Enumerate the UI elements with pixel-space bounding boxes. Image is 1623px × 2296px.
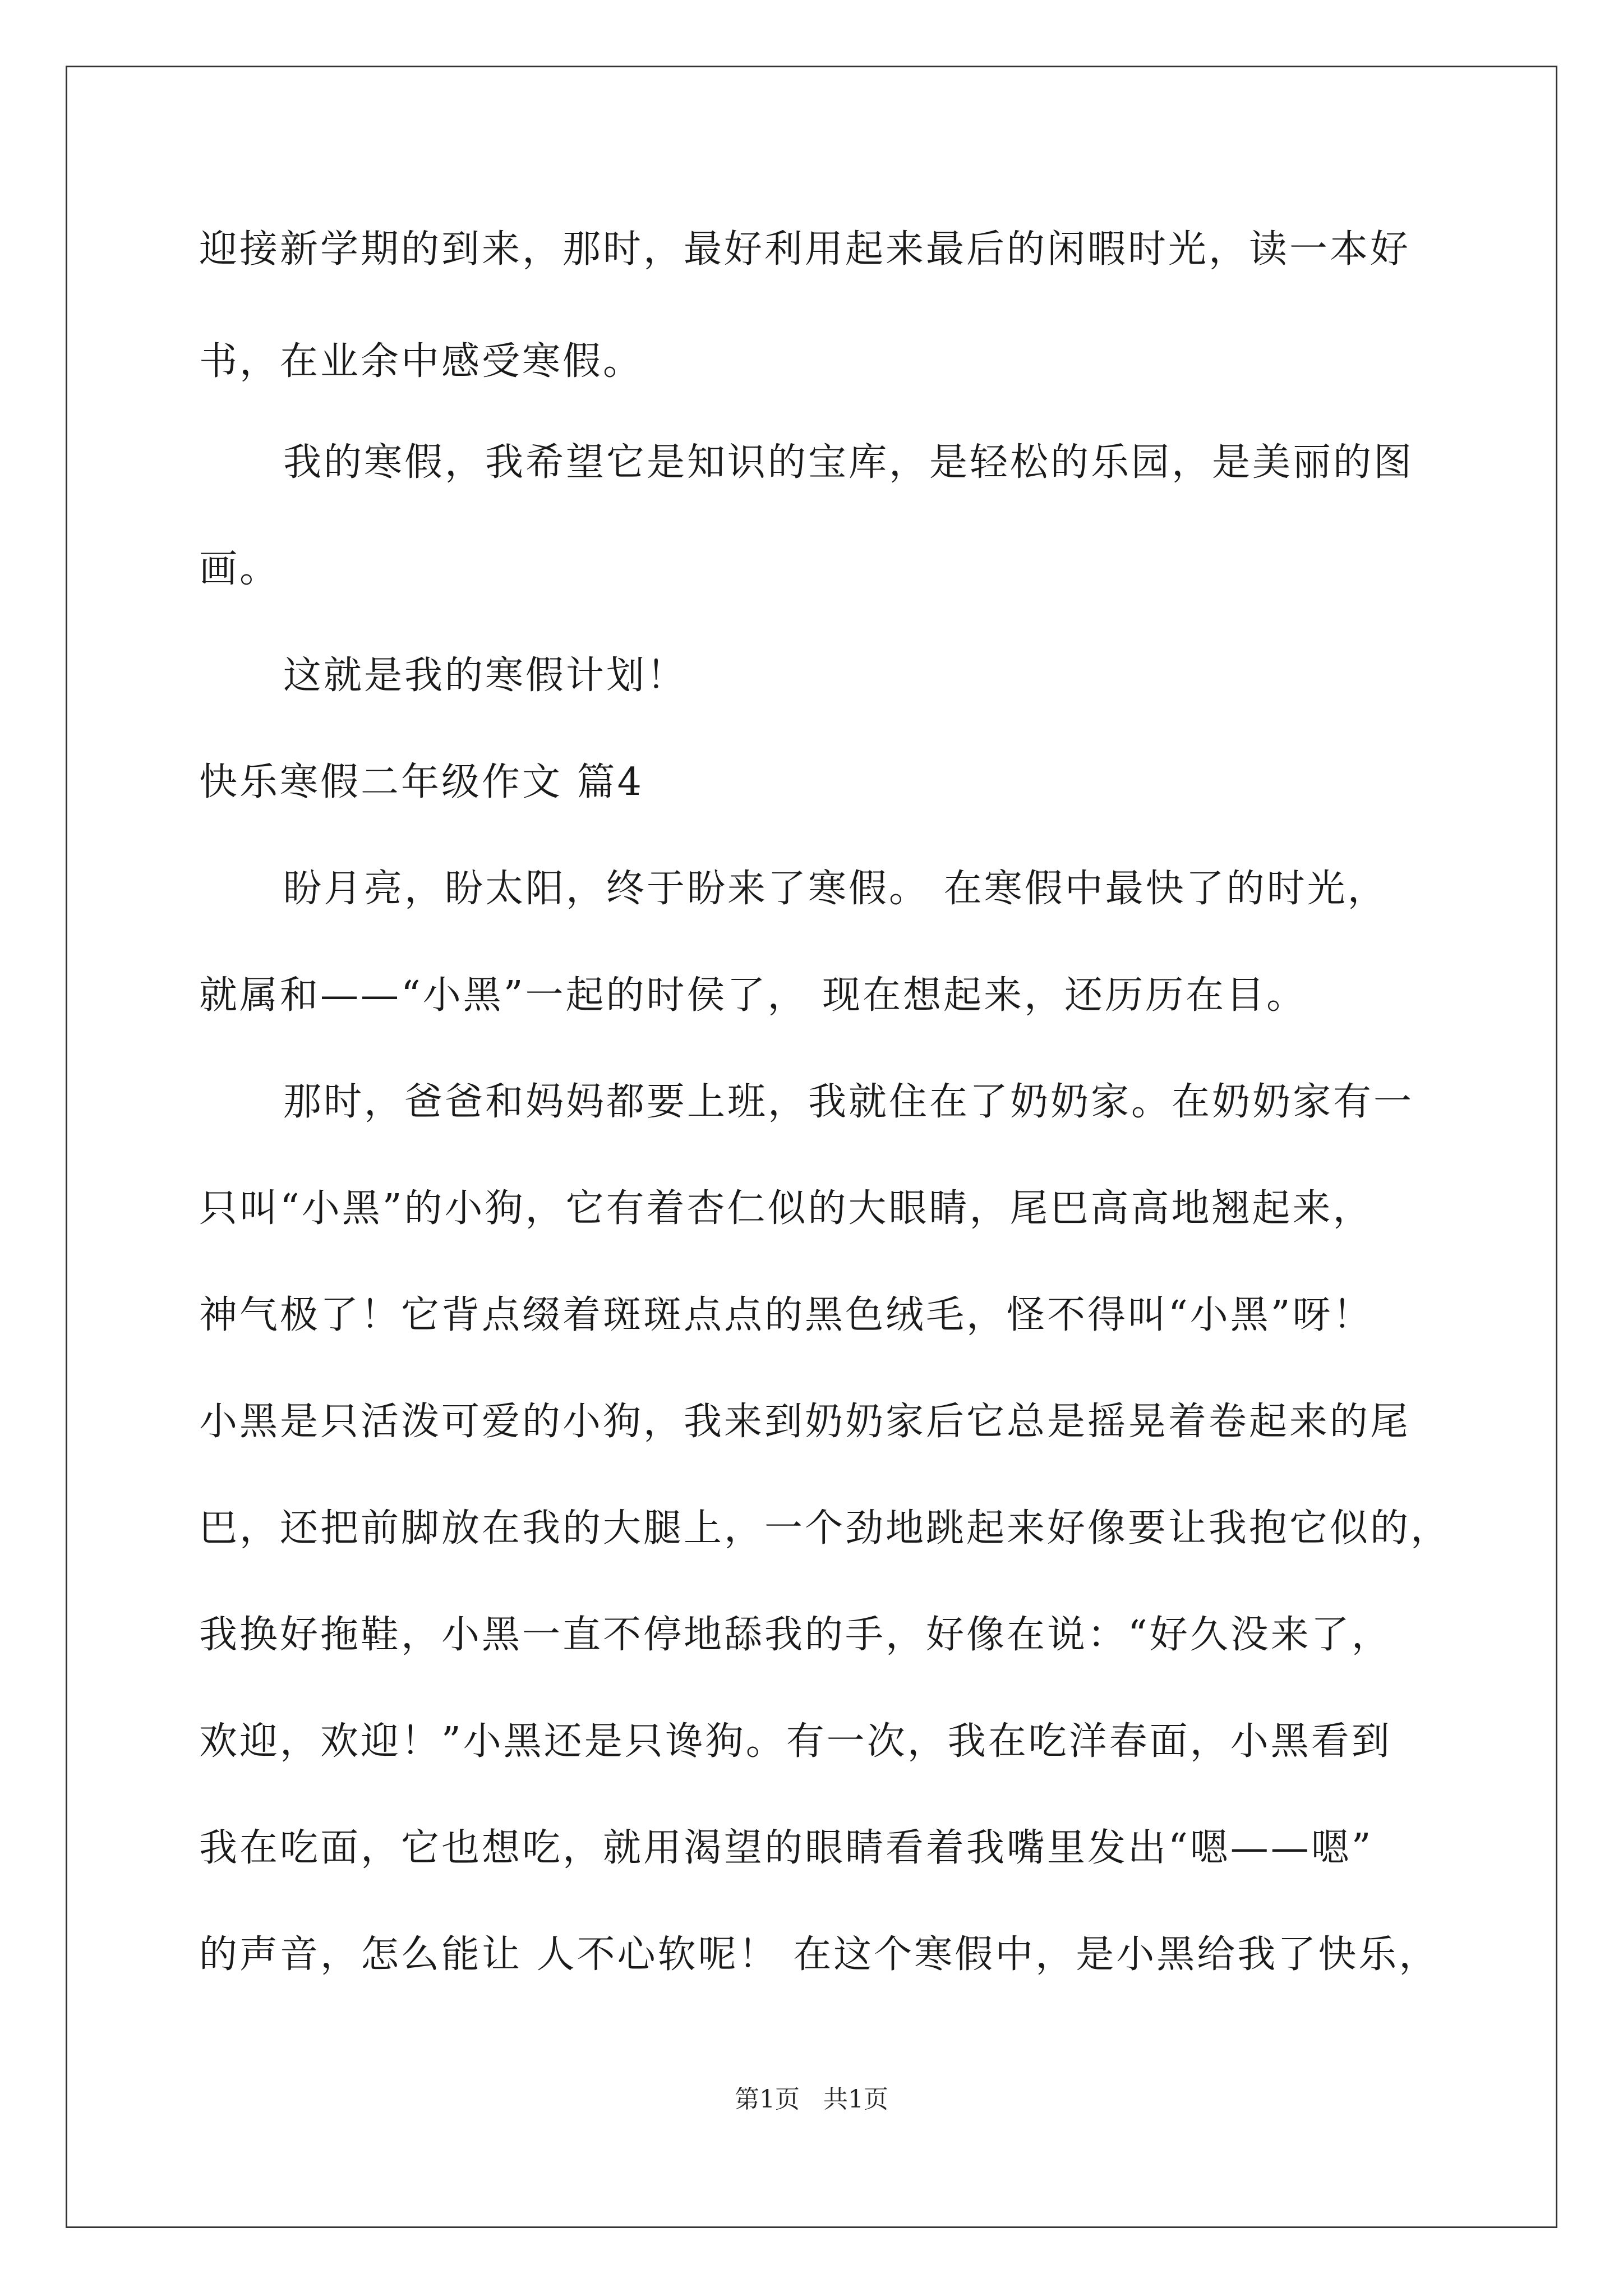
paragraph-line: 我的寒假，我希望它是知识的宝库，是轻松的乐园，是美丽的图: [283, 440, 1414, 485]
paragraph-line: 神气极了！它背点缀着斑斑点点的黑色绒毛，怪不得叫“小黑”呀！: [199, 1293, 1373, 1337]
paragraph-line: 巴，还把前脚放在我的大腿上，一个劲地跳起来好像要让我抱它似的，: [199, 1506, 1451, 1550]
paragraph-line: 迎接新学期的到来，那时，最好利用起来最后的闲暇时光，读一本好: [199, 227, 1411, 272]
section-heading: 快乐寒假二年级作文 篇4: [199, 760, 644, 804]
paragraph-line: 小黑是只活泼可爱的小狗，我来到奶奶家后它总是摇晃着卷起来的尾: [199, 1400, 1411, 1444]
page-number: 第1页: [735, 2085, 800, 2114]
page-total: 共1页: [823, 2085, 888, 2114]
paragraph-line: 这就是我的寒假计划！: [283, 654, 688, 698]
paragraph-line: 盼月亮，盼太阳，终于盼来了寒假。 在寒假中最快了的时光，: [283, 867, 1388, 911]
paragraph-line: 画。: [199, 547, 280, 591]
paragraph-line: 欢迎，欢迎！”小黑还是只谗狗。有一次，我在吃洋春面，小黑看到: [199, 1719, 1392, 1764]
page-border: [66, 66, 1557, 2228]
paragraph-line: 我在吃面，它也想吃，就用渴望的眼睛看着我嘴里发出“嗯——嗯”: [199, 1826, 1373, 1870]
paragraph-line: 书，在业余中感受寒假。: [199, 339, 644, 384]
page-footer: [0, 2084, 1623, 2115]
paragraph-line: 我换好拖鞋，小黑一直不停地舔我的手，好像在说：“好久没来了，: [199, 1613, 1392, 1657]
paragraph-line: 那时，爸爸和妈妈都要上班，我就住在了奶奶家。在奶奶家有一: [283, 1080, 1414, 1124]
paragraph-line: 的声音，怎么能让 人不心软呢！ 在这个寒假中，是小黑给我了快乐，: [199, 1932, 1440, 1977]
paragraph-line: 只叫“小黑”的小狗，它有着杏仁似的大眼睛，尾巴高高地翘起来，: [199, 1186, 1373, 1231]
paragraph-line: 就属和——“小黑”一起的时侯了， 现在想起来，还历历在目。: [199, 973, 1307, 1018]
